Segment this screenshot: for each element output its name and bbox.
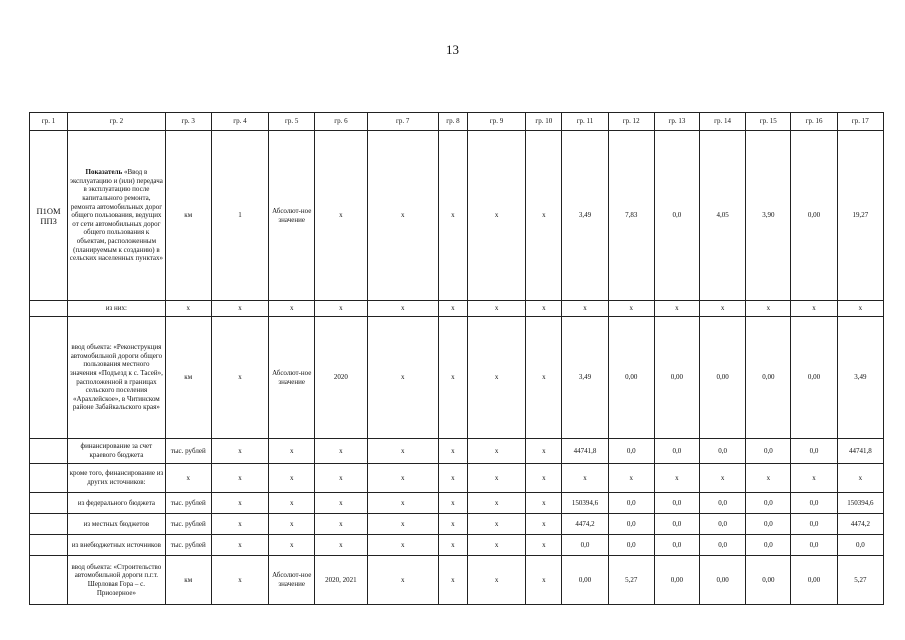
cell-col-6: х [315,301,367,317]
row-description: ввод объекта: «Строительство автомобильной дороги п.г.т. Шерловая Гора – с. Приозерное» [71,562,162,597]
cell-col-17: 0,0 [837,535,883,556]
cell-col-11: х [562,464,608,493]
cell-col-16: х [791,464,837,493]
cell-col-6: 2020, 2021 [315,556,367,605]
cell-col-13: 0,0 [654,535,699,556]
cell-col-15: 0,00 [746,317,791,439]
page-number: 13 [446,42,459,57]
cell-col-3: тыс. рублей [165,493,211,514]
cell-col-14: 0,0 [700,514,746,535]
cell-col-9: х [467,493,525,514]
table-row [30,556,884,605]
cell-col-12: 5,27 [608,556,654,605]
cell-col-5: х [269,493,315,514]
header-row [30,113,884,131]
column-header-2: гр. 2 [68,113,165,131]
column-header-8: гр. 8 [438,113,467,131]
cell-col-13: 0,0 [654,439,699,464]
cell-col-12: х [608,464,654,493]
cell-col-7: х [367,317,438,439]
row-description: ввод объекта: «Реконструкция автомобильной дороги общего пользования местного значения «Подъезд к с. Тасей», расположенной в границах сельского поселения «Арахлейское», в Читинском районе Забайкальского края» [69,343,163,412]
cell-col-3: км [165,131,211,301]
cell-col-1 [30,535,68,556]
cell-col-13: х [654,301,699,317]
cell-col-10: х [526,301,562,317]
cell-col-8: х [438,131,467,301]
cell-col-17: 150394,6 [837,493,883,514]
cell-col-4: 1 [211,131,268,301]
cell-col-11: 44741,8 [562,439,608,464]
cell-col-12: 0,0 [608,439,654,464]
cell-col-13: х [654,464,699,493]
cell-col-7: х [367,514,438,535]
cell-col-12: х [608,301,654,317]
cell-col-3: тыс. рублей [165,514,211,535]
cell-col-5: х [269,464,315,493]
cell-col-2 [68,556,165,605]
indicator-table [29,112,884,605]
cell-col-7: х [367,131,438,301]
column-header-4: гр. 4 [211,113,268,131]
cell-col-9: х [467,317,525,439]
cell-col-9: х [467,439,525,464]
cell-col-1 [30,493,68,514]
cell-col-15: х [746,464,791,493]
cell-col-14: х [700,301,746,317]
indicator-label: Показатель [85,168,123,177]
cell-col-4: х [211,317,268,439]
cell-col-16: 0,0 [791,493,837,514]
cell-col-4: х [211,464,268,493]
cell-col-11: х [562,301,608,317]
cell-col-10: х [526,493,562,514]
cell-col-14: 4,05 [700,131,746,301]
table-header [30,113,884,131]
cell-col-16: 0,00 [791,131,837,301]
cell-col-8: х [438,535,467,556]
cell-col-12: 0,0 [608,493,654,514]
cell-col-11: 4474,2 [562,514,608,535]
cell-col-7: х [367,535,438,556]
row-description: из федерального бюджета [77,498,155,507]
cell-col-17: х [837,301,883,317]
cell-col-6: х [315,493,367,514]
cell-col-12: 0,00 [608,317,654,439]
cell-col-15: 0,0 [746,493,791,514]
row-description: «Ввод в эксплуатацию и (или) передача в эксплуатацию после капитального ремонта, ремонта автомобильных дорог общего пользования, ведущих от сети автомобильных дорог общего пользования к объектам, расположенным (планируемым к созданию) в сельских населенных пунктах» [69,168,164,263]
row-description: финансирование за счет краевого бюджета [80,442,153,459]
table-row [30,301,884,317]
cell-col-13: 0,0 [654,493,699,514]
cell-col-8: х [438,464,467,493]
cell-col-6: х [315,131,367,301]
cell-col-7: х [367,556,438,605]
cell-col-9: х [467,556,525,605]
cell-col-6: х [315,464,367,493]
cell-col-10: х [526,131,562,301]
cell-col-8: х [438,439,467,464]
cell-col-10: х [526,439,562,464]
cell-col-2 [68,439,165,464]
cell-col-4: х [211,535,268,556]
column-header-11: гр. 11 [562,113,608,131]
cell-col-17: 44741,8 [837,439,883,464]
cell-col-4: х [211,301,268,317]
cell-col-15: 0,0 [746,514,791,535]
cell-col-7: х [367,301,438,317]
cell-col-14: 0,00 [700,317,746,439]
cell-col-2 [68,514,165,535]
cell-col-2 [68,464,165,493]
cell-col-6: х [315,439,367,464]
row-description: из внебюджетных источников [71,540,161,549]
column-header-16: гр. 16 [791,113,837,131]
cell-col-9: х [467,535,525,556]
cell-col-17: 19,27 [837,131,883,301]
cell-col-14: 0,00 [700,556,746,605]
cell-col-12: 0,0 [608,514,654,535]
cell-col-17: 5,27 [837,556,883,605]
cell-col-11: 0,0 [562,535,608,556]
cell-col-7: х [367,464,438,493]
cell-col-16: 0,0 [791,535,837,556]
cell-col-3: км [165,317,211,439]
table-body [30,131,884,605]
column-header-10: гр. 10 [526,113,562,131]
cell-col-3: тыс. рублей [165,535,211,556]
column-header-5: гр. 5 [269,113,315,131]
cell-col-13: 0,0 [654,514,699,535]
cell-col-1 [30,556,68,605]
cell-col-13: 0,00 [654,556,699,605]
column-header-7: гр. 7 [367,113,438,131]
cell-col-1 [30,464,68,493]
cell-col-17: х [837,464,883,493]
cell-col-1 [30,301,68,317]
cell-col-13: 0,0 [654,131,699,301]
cell-col-15: 0,0 [746,535,791,556]
cell-col-10: х [526,556,562,605]
column-header-1: гр. 1 [30,113,68,131]
cell-col-15: 0,00 [746,556,791,605]
cell-col-17: 3,49 [837,317,883,439]
cell-col-14: 0,0 [700,535,746,556]
cell-col-16: 0,0 [791,514,837,535]
cell-col-1: П1ОМ ППЗ [30,131,68,301]
row-description: из местных бюджетов [83,519,150,528]
cell-col-11: 150394,6 [562,493,608,514]
cell-col-17: 4474,2 [837,514,883,535]
cell-col-5: х [269,301,315,317]
table-row [30,439,884,464]
column-header-9: гр. 9 [467,113,525,131]
cell-col-6: х [315,535,367,556]
table-row [30,514,884,535]
cell-col-2 [68,131,165,301]
cell-col-1 [30,317,68,439]
cell-col-3: тыс. рублей [165,439,211,464]
cell-col-16: 0,0 [791,439,837,464]
cell-col-9: х [467,464,525,493]
column-header-3: гр. 3 [165,113,211,131]
column-header-14: гр. 14 [700,113,746,131]
cell-col-5: х [269,439,315,464]
cell-col-10: х [526,535,562,556]
cell-col-3: х [165,301,211,317]
column-header-15: гр. 15 [746,113,791,131]
cell-col-6: 2020 [315,317,367,439]
table-row [30,317,884,439]
cell-col-1 [30,514,68,535]
cell-col-8: х [438,556,467,605]
column-header-12: гр. 12 [608,113,654,131]
cell-col-14: х [700,464,746,493]
cell-col-11: 3,49 [562,131,608,301]
cell-col-15: 0,0 [746,439,791,464]
cell-col-16: 0,00 [791,556,837,605]
cell-col-8: х [438,493,467,514]
cell-col-13: 0,00 [654,317,699,439]
cell-col-16: х [791,301,837,317]
cell-col-5: Абсолют-ное значение [269,131,315,301]
cell-col-3: х [165,464,211,493]
column-header-17: гр. 17 [837,113,883,131]
cell-col-4: х [211,514,268,535]
row-description: из них: [105,304,127,313]
cell-col-2 [68,535,165,556]
cell-col-16: 0,00 [791,317,837,439]
cell-col-10: х [526,464,562,493]
cell-col-4: х [211,439,268,464]
cell-col-8: х [438,301,467,317]
cell-col-9: х [467,301,525,317]
row-description: кроме того, финансирование из других источников: [69,469,164,486]
table-row [30,493,884,514]
cell-col-12: 0,0 [608,535,654,556]
table-row [30,131,884,301]
cell-col-2 [68,317,165,439]
cell-col-2 [68,493,165,514]
cell-col-12: 7,83 [608,131,654,301]
cell-col-5: Абсолют-ное значение [269,317,315,439]
cell-col-3: км [165,556,211,605]
cell-col-11: 3,49 [562,317,608,439]
cell-col-14: 0,0 [700,439,746,464]
cell-col-9: х [467,131,525,301]
cell-col-2 [68,301,165,317]
cell-col-7: х [367,439,438,464]
cell-col-4: х [211,556,268,605]
column-header-13: гр. 13 [654,113,699,131]
table-row [30,535,884,556]
cell-col-10: х [526,514,562,535]
cell-col-9: х [467,514,525,535]
cell-col-15: х [746,301,791,317]
cell-col-5: х [269,535,315,556]
cell-col-8: х [438,317,467,439]
cell-col-5: Абсолют-ное значение [269,556,315,605]
cell-col-5: х [269,514,315,535]
cell-col-8: х [438,514,467,535]
cell-col-6: х [315,514,367,535]
column-header-6: гр. 6 [315,113,367,131]
cell-col-1 [30,439,68,464]
cell-col-11: 0,00 [562,556,608,605]
cell-col-10: х [526,317,562,439]
cell-col-14: 0,0 [700,493,746,514]
cell-col-7: х [367,493,438,514]
table-row [30,464,884,493]
cell-col-4: х [211,493,268,514]
cell-col-15: 3,90 [746,131,791,301]
